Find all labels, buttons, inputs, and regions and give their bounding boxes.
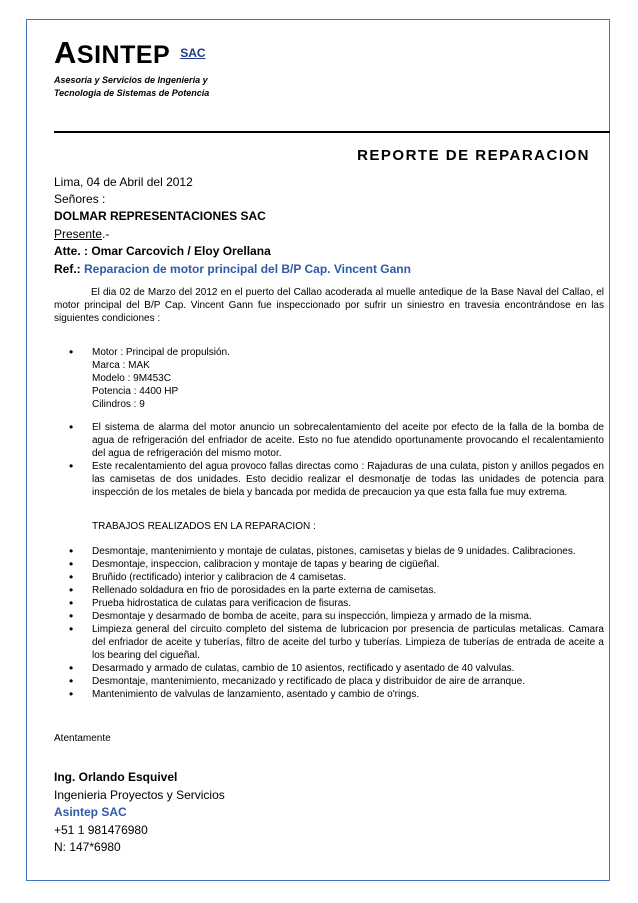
attention-block <box>54 226 604 260</box>
bullet-icon: • <box>69 687 74 701</box>
spec-line: Marca : MAK <box>92 360 150 371</box>
conditions-list <box>54 421 604 499</box>
list-item: • Desmontaje, inspeccion, calibracion y montaje de tapas y bearing de cigüeñal. <box>69 557 440 571</box>
bullet-icon: • <box>69 420 74 434</box>
spec-line: Cilindros : 9 <box>92 399 145 410</box>
list-item: • Desmontaje y desarmado de bomba de aceite, para su inspección, limpieza y armado de la misma. <box>69 609 532 623</box>
list-item: • Limpieza general del circuito completo del sistema de lubricacion por presencia de particulas metalicas. Camara del enfriador de aceite y tuberías, filtro de aceite del turbo y tuberías. Limpieza de tuberías de entrada de aceite a los bearing del cigueñal. <box>69 622 604 661</box>
signer-name: Ing. Orlando Esquivel <box>54 770 178 784</box>
bullet-icon: • <box>69 583 74 597</box>
address-block <box>54 174 604 225</box>
bullet-icon: • <box>69 459 74 473</box>
page-border <box>26 19 610 881</box>
bullet-icon: • <box>69 570 74 584</box>
bullet-icon: • <box>69 557 74 571</box>
signature-block <box>54 769 604 857</box>
list-item: • Bruñido (rectificado) interior y calibracion de 4 camisetas. <box>69 570 346 584</box>
bullet-icon: • <box>69 596 74 610</box>
presente: Presente.- <box>54 227 110 241</box>
bullet-icon: • <box>69 674 74 688</box>
date: Lima, 04 de Abril del 2012 <box>54 175 193 189</box>
bullet-icon: • <box>69 622 74 636</box>
signer-position: Ingenieria Proyectos y Servicios <box>54 787 225 802</box>
list-item <box>54 346 604 411</box>
signer-company: Asintep SAC <box>54 805 127 819</box>
ref-text: Reparacion de motor principal del B/P Cap. Vincent Gann <box>80 262 411 276</box>
list-item: • Desarmado y armado de culatas, cambio de 10 asientos, rectificado y asentado de 40 valvulas. <box>69 661 515 675</box>
bullet-icon: • <box>69 661 74 675</box>
reference <box>54 261 604 278</box>
company-logo: ASINTEP SAC <box>54 35 206 70</box>
signer-phone: +51 1 981476980 <box>54 822 148 837</box>
intro-paragraph: El dia 02 de Marzo del 2012 en el puerto del Callao acoderada al muelle antedique de la Base Naval del Callao, el motor principal del B/P Cap. Vincent Gann fue inspeccionado por sufrir un siniestro en travesia encontrándose en las siguientes condiciones : <box>54 287 604 324</box>
logo-suffix: SAC <box>180 46 206 60</box>
spec-line: Potencia : 4400 HP <box>92 386 179 397</box>
ref-label: Ref.: <box>54 262 81 276</box>
bullet-icon: • <box>69 544 74 558</box>
works-heading: TRABAJOS REALIZADOS EN LA REPARACION : <box>92 521 316 532</box>
closing: Atentamente <box>54 733 111 744</box>
list-item: • Prueba hidrostatica de culatas para verificacion de fisuras. <box>69 596 352 610</box>
bullet-icon: • <box>69 345 74 359</box>
works-list <box>54 545 604 701</box>
spec-line: Modelo : 9M453C <box>92 373 171 384</box>
engine-specs-list <box>54 346 604 411</box>
recipient-company: DOLMAR REPRESENTACIONES SAC <box>54 209 266 223</box>
list-item: • Desmontaje, mantenimiento, mecanizado y rectificado de placa y distribuidor de aire de arranque. <box>69 674 526 688</box>
report-title: REPORTE DE REPARACION <box>357 147 590 164</box>
signer-nextel: N: 147*6980 <box>54 840 121 854</box>
list-item: • Rellenado soldadura en frio de porosidades en la parte externa de camisetas. <box>69 583 437 597</box>
list-item: • Desmontaje, mantenimiento y montaje de culatas, pistones, camisetas y bielas de 9 unidades. Calibraciones. <box>69 544 576 558</box>
salutation: Señores : <box>54 192 106 206</box>
list-item: • Este recalentamiento del agua provoco fallas directas como : Rajaduras de una culata, piston y anillos pegados en las camisetas de dos unidades. Esto decidio realizar el desmonatje de todas las unidades de potencia para inspección de los metales de biela y bancada por medida de precaucion ya que esta falla fue muy extrema. <box>69 459 604 498</box>
company-subtitle: Asesoria y Servicios de Ingenieria y Tecnologia de Sistemas de Potencia <box>54 75 210 98</box>
list-item: • El sistema de alarma del motor anuncio un sobrecalentamiento del aceite por efecto de la falla de la bomba de agua de refrigeración del enfriador de aceite. Esto no fue atendido oportunamente provocando el recalentamiento del agua de refrigeración del mismo motor. <box>69 420 604 459</box>
attention: Atte. : Omar Carcovich / Eloy Orellana <box>54 244 271 258</box>
bullet-icon: • <box>69 609 74 623</box>
header-rule <box>54 131 610 133</box>
spec-line: Motor : Principal de propulsión. <box>92 347 230 358</box>
list-item: • Mantenimiento de valvulas de lanzamiento, asentado y cambio de o'rings. <box>69 687 420 701</box>
